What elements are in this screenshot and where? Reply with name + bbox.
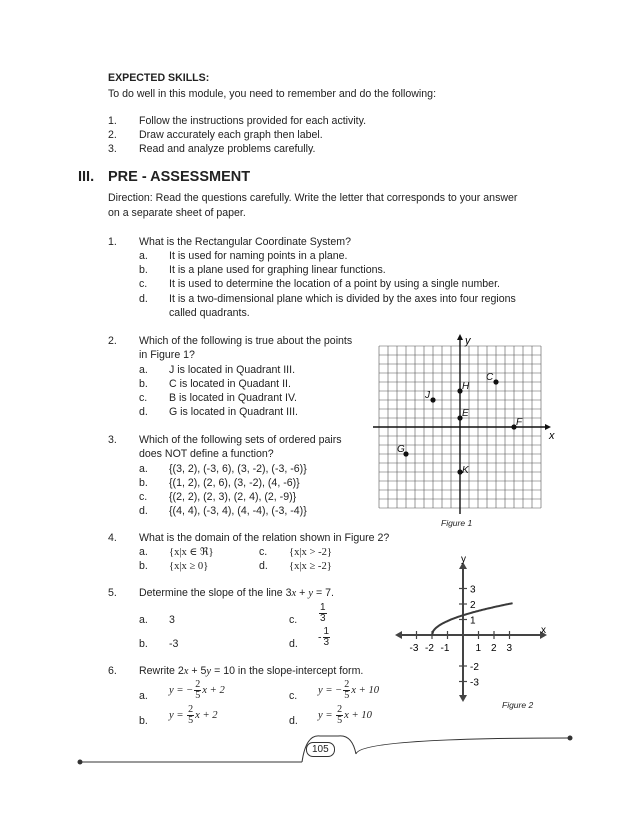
q4-b-letter: b. <box>139 560 148 572</box>
skills-heading: EXPECTED SKILLS: <box>108 72 210 84</box>
x-tick-label: 1 <box>475 643 482 654</box>
point-j <box>430 397 435 402</box>
skill-num-2: 2. <box>108 129 117 141</box>
q2-c-text: B is located in Quadrant IV. <box>169 392 297 404</box>
q5-d-fraction: - $\frac{1}{3}$ <box>318 626 330 648</box>
skill-text-3: Read and analyze problems carefully. <box>139 143 316 155</box>
q4-c-letter: c. <box>259 546 268 558</box>
q2-c-letter: c. <box>139 392 148 404</box>
q6-d-equation: y = $\frac{2}{5}$ x + 10 <box>318 704 372 726</box>
q6-b-letter: b. <box>139 715 148 727</box>
point-label-k: K <box>462 465 469 476</box>
point-label-e: E <box>462 408 469 419</box>
figure-1-graph <box>360 332 570 522</box>
q5-c-letter: c. <box>289 614 298 626</box>
point-label-c: C <box>486 372 494 383</box>
y-axis-label: y <box>465 335 471 347</box>
q3-c-text: {(2, 2), (2, 3), (2, 4), (2, -9)} <box>169 491 297 503</box>
y-tick-label: 2 <box>470 600 476 611</box>
point-label-h: H <box>462 381 470 392</box>
q5-b-letter: b. <box>139 638 148 650</box>
y-tick-label: -2 <box>470 662 479 673</box>
figure-2-ticks <box>410 585 513 689</box>
x-tick-label: -3 <box>409 643 419 654</box>
skill-text-1: Follow the instructions provided for each activity. <box>139 115 367 127</box>
q3-text-2: does NOT define a function? <box>139 448 274 460</box>
page-number: 105 <box>306 742 335 757</box>
q5-c-fraction: $\frac{1}{3}$ <box>320 602 326 624</box>
q5-text: Determine the slope of the line 3x + y = 7. <box>139 587 334 599</box>
skill-num-1: 1. <box>108 115 117 127</box>
q4-d-letter: d. <box>259 560 268 572</box>
q1-d-text-1: It is a two-dimensional plane which is divided by the axes into four regions <box>169 293 516 305</box>
x-axis-label: x <box>541 625 546 636</box>
footer-dot-right <box>568 736 573 741</box>
q1-text: What is the Rectangular Coordinate System? <box>139 236 351 248</box>
q5-number: 5. <box>108 587 117 599</box>
point-label-j: J <box>425 390 430 401</box>
q6-b-equation: y = $\frac{2}{5}$ x + 2 <box>169 704 218 726</box>
q6-number: 6. <box>108 665 117 677</box>
x-tick-label: 3 <box>506 643 513 654</box>
point-label-g: G <box>397 444 405 455</box>
q3-b-letter: b. <box>139 477 148 489</box>
q6-c-equation: y = − $\frac{2}{5}$ x + 10 <box>318 679 380 701</box>
q4-b-text: {x|x ≥ 0} <box>169 561 209 572</box>
x-tick-label: -2 <box>425 643 434 654</box>
x-tick-label: -1 <box>440 643 450 654</box>
q2-b-letter: b. <box>139 378 148 390</box>
q6-c-letter: c. <box>289 690 298 702</box>
direction-line-2: on a separate sheet of paper. <box>108 207 246 219</box>
skills-intro: To do well in this module, you need to remember and do the following: <box>108 88 437 100</box>
y-axis-label: y <box>461 554 466 565</box>
q1-c-letter: c. <box>139 278 148 290</box>
point-c <box>493 379 498 384</box>
q6-a-equation: y = − $\frac{2}{5}$ x + 2 <box>169 679 225 701</box>
q1-d-letter: d. <box>139 293 148 305</box>
q3-a-text: {(3, 2), (-3, 6), (3, -2), (-3, -6)} <box>169 463 307 475</box>
q2-text-1: Which of the following is true about the points <box>139 335 353 347</box>
q6-text: Rewrite 2x + 5y = 10 in the slope-intercept form. <box>139 665 364 677</box>
x-axis-label: x <box>549 430 555 442</box>
x-tick-label: 2 <box>491 643 497 654</box>
q3-d-text: {(4, 4), (-3, 4), (4, -4), (-3, -4)} <box>169 505 307 517</box>
q2-number: 2. <box>108 335 117 347</box>
q2-a-text: J is located in Quadrant III. <box>169 364 296 376</box>
q3-text-1: Which of the following sets of ordered pairs <box>139 434 342 446</box>
q6-d-letter: d. <box>289 715 298 727</box>
point-label-f: F <box>516 417 523 428</box>
q4-d-text: {x|x ≥ -2} <box>289 561 332 572</box>
section-number: III. <box>78 169 95 185</box>
q2-text-2: in Figure 1? <box>139 349 195 361</box>
q3-d-letter: d. <box>139 505 148 517</box>
y-tick-label: -3 <box>470 677 479 689</box>
q4-c-text: {x|x > -2} <box>289 547 332 558</box>
skill-text-2: Draw accurately each graph then label. <box>139 129 323 141</box>
figure-2-graph <box>395 552 555 702</box>
y-tick-label: 3 <box>470 584 476 596</box>
footer-line-right <box>356 738 570 754</box>
q5-d-letter: d. <box>289 638 298 650</box>
q4-a-letter: a. <box>139 546 148 558</box>
y-axis-arrow <box>457 334 463 340</box>
q1-a-letter: a. <box>139 250 148 262</box>
q4-number: 4. <box>108 532 117 544</box>
figure-1-axes <box>373 334 555 514</box>
q2-b-text: C is located in Quadant II. <box>169 378 291 390</box>
q1-d-text-2: called quadrants. <box>169 307 250 319</box>
figure-1-caption: Figure 1 <box>441 518 473 528</box>
q1-a-text: It is used for naming points in a plane. <box>169 250 348 262</box>
direction-line-1: Direction: Read the questions carefully. Write the letter that corresponds to your answer <box>108 192 518 204</box>
footer-dot-left <box>78 760 83 765</box>
x-axis-arrow-left <box>395 631 402 639</box>
figure-2-caption: Figure 2 <box>502 700 534 710</box>
q1-b-text: It is a plane used for graphing linear functions. <box>169 264 386 276</box>
q5-a-text: 3 <box>169 614 175 626</box>
q5-a-letter: a. <box>139 614 148 626</box>
q4-a-text: {x|x ∈ ℜ} <box>169 547 214 558</box>
q1-b-letter: b. <box>139 264 148 276</box>
y-tick-label: 1 <box>470 615 476 627</box>
q3-a-letter: a. <box>139 463 148 475</box>
q3-number: 3. <box>108 434 117 446</box>
section-title: PRE - ASSESSMENT <box>108 169 251 185</box>
q2-a-letter: a. <box>139 364 148 376</box>
q2-d-text: G is located in Quadrant III. <box>169 406 298 418</box>
q4-text: What is the domain of the relation shown in Figure 2? <box>139 532 390 544</box>
q5-b-text: -3 <box>169 638 179 650</box>
q2-d-letter: d. <box>139 406 148 418</box>
q3-b-text: {(1, 2), (2, 6), (3, -2), (4, -6)} <box>169 477 300 489</box>
skill-num-3: 3. <box>108 143 117 155</box>
q6-a-letter: a. <box>139 690 148 702</box>
q1-number: 1. <box>108 236 117 248</box>
y-axis-arrow-down <box>459 695 467 702</box>
q1-c-text: It is used to determine the location of a point by using a single number. <box>169 278 500 290</box>
q3-c-letter: c. <box>139 491 148 503</box>
